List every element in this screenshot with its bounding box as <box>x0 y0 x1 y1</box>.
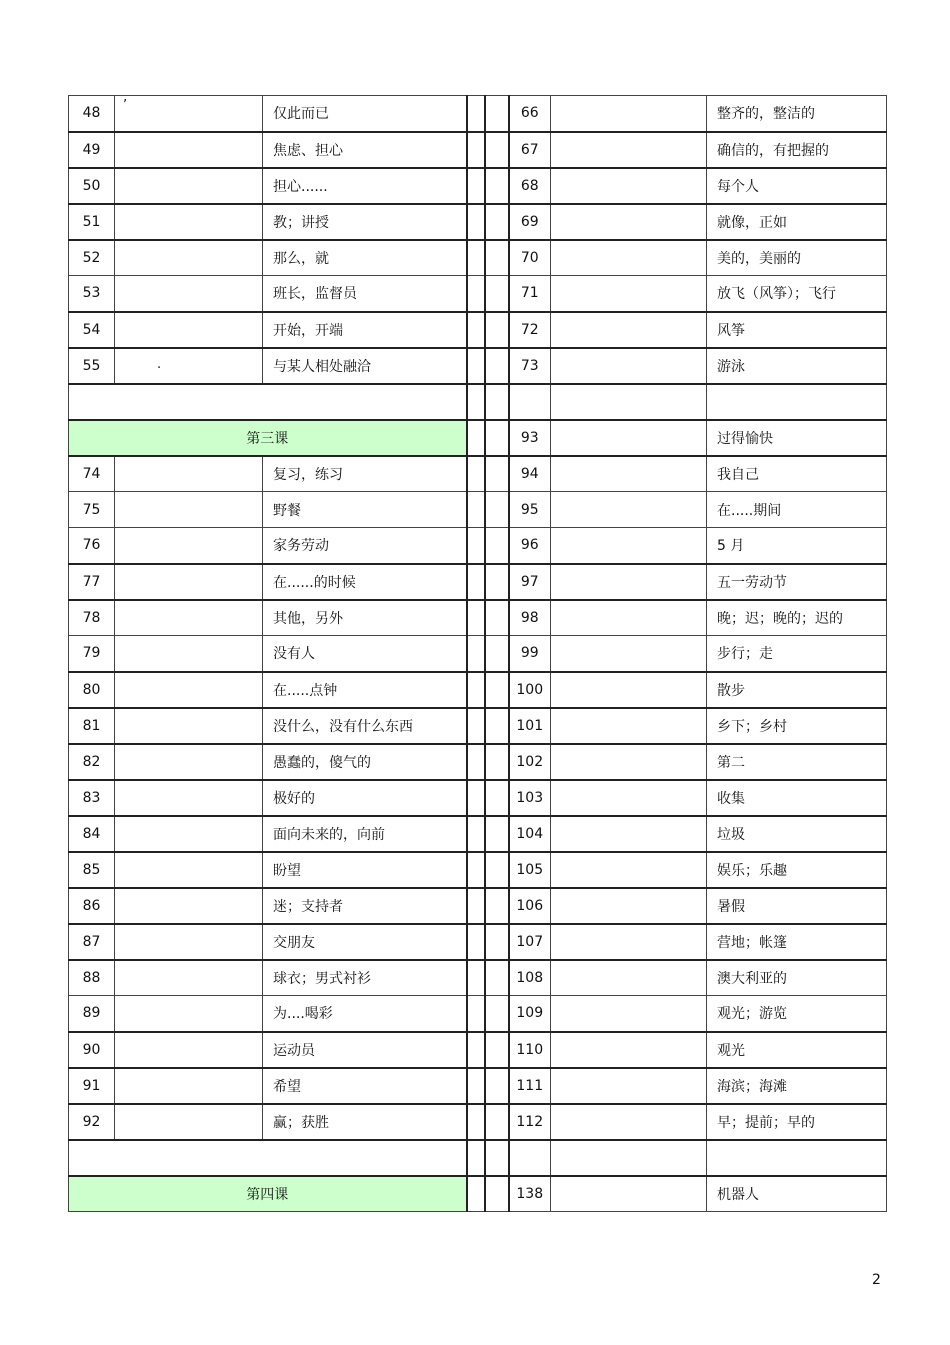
spacer-row <box>69 1140 887 1176</box>
table-row <box>69 456 887 492</box>
column-separator <box>485 96 509 132</box>
right-number-cell: 108 <box>509 960 551 996</box>
right-number-cell: 69 <box>509 204 551 240</box>
empty-cell <box>509 1140 551 1176</box>
column-separator <box>485 1032 509 1068</box>
left-number-cell: 88 <box>69 960 115 996</box>
left-word-blank <box>115 312 263 348</box>
left-meaning-cell: 为....喝彩 <box>263 996 467 1032</box>
column-separator <box>467 1140 485 1176</box>
right-meaning-cell: 放飞（风筝）；飞行 <box>707 276 887 312</box>
left-number-cell: 82 <box>69 744 115 780</box>
right-meaning-cell: 就像，正如 <box>707 204 887 240</box>
left-word-blank <box>115 276 263 312</box>
column-separator <box>485 960 509 996</box>
right-number-cell: 71 <box>509 276 551 312</box>
left-meaning-cell: 家务劳动 <box>263 528 467 564</box>
column-separator <box>485 132 509 168</box>
left-meaning-cell: 没什么，没有什么东西 <box>263 708 467 744</box>
left-number-cell: 81 <box>69 708 115 744</box>
right-number-cell: 102 <box>509 744 551 780</box>
left-meaning-cell: 愚蠢的，傻气的 <box>263 744 467 780</box>
left-word-blank <box>115 240 263 276</box>
right-meaning-cell: 观光；游览 <box>707 996 887 1032</box>
right-number-cell: 106 <box>509 888 551 924</box>
left-word-blank <box>115 996 263 1032</box>
column-separator <box>467 960 485 996</box>
left-meaning-cell: 教；讲授 <box>263 204 467 240</box>
right-number-cell: 104 <box>509 816 551 852</box>
right-word-blank <box>551 240 707 276</box>
table-row <box>69 240 887 276</box>
left-number-cell: 54 <box>69 312 115 348</box>
table-row <box>69 924 887 960</box>
right-word-blank <box>551 708 707 744</box>
right-meaning-cell: 确信的，有把握的 <box>707 132 887 168</box>
right-word-blank <box>551 888 707 924</box>
column-separator <box>485 312 509 348</box>
right-number-cell: 105 <box>509 852 551 888</box>
right-word-blank <box>551 276 707 312</box>
left-word-blank <box>115 1032 263 1068</box>
left-meaning-cell: 迷；支持者 <box>263 888 467 924</box>
left-meaning-cell: 希望 <box>263 1068 467 1104</box>
left-number-cell: 89 <box>69 996 115 1032</box>
column-separator <box>485 672 509 708</box>
empty-cell <box>551 1140 707 1176</box>
column-separator <box>467 1104 485 1140</box>
lesson-header-row <box>69 420 887 456</box>
right-word-blank <box>551 96 707 132</box>
right-number-cell: 97 <box>509 564 551 600</box>
right-number-cell: 100 <box>509 672 551 708</box>
right-number-cell: 99 <box>509 636 551 672</box>
column-separator <box>485 564 509 600</box>
left-word-blank <box>115 852 263 888</box>
left-word-blank <box>115 1104 263 1140</box>
left-meaning-cell: 担心...... <box>263 168 467 204</box>
column-separator <box>467 312 485 348</box>
right-meaning-cell: 过得愉快 <box>707 420 887 456</box>
table-row <box>69 960 887 996</box>
left-number-cell: 48 <box>69 96 115 132</box>
left-meaning-cell: 球衣；男式衬衫 <box>263 960 467 996</box>
left-word-blank <box>115 960 263 996</box>
right-meaning-cell: 步行；走 <box>707 636 887 672</box>
left-number-cell: 49 <box>69 132 115 168</box>
right-number-cell: 112 <box>509 1104 551 1140</box>
left-meaning-cell: 复习，练习 <box>263 456 467 492</box>
lesson-title: 第四课 <box>69 1176 467 1212</box>
handwritten-mark: . <box>157 356 162 372</box>
table-row <box>69 132 887 168</box>
column-separator <box>467 996 485 1032</box>
column-separator <box>485 1140 509 1176</box>
column-separator <box>467 636 485 672</box>
left-word-blank <box>115 816 263 852</box>
column-separator <box>485 204 509 240</box>
column-separator <box>467 744 485 780</box>
column-separator <box>485 996 509 1032</box>
column-separator <box>485 384 509 420</box>
right-number-cell: 93 <box>509 420 551 456</box>
right-number-cell: 94 <box>509 456 551 492</box>
left-number-cell: 91 <box>69 1068 115 1104</box>
column-separator <box>467 672 485 708</box>
left-number-cell: 80 <box>69 672 115 708</box>
left-word-blank <box>115 672 263 708</box>
column-separator <box>485 240 509 276</box>
right-word-blank <box>551 168 707 204</box>
column-separator <box>467 1068 485 1104</box>
left-meaning-cell: 仅此而已 <box>263 96 467 132</box>
table-row <box>69 564 887 600</box>
table-row <box>69 1032 887 1068</box>
right-meaning-cell: 海滨；海滩 <box>707 1068 887 1104</box>
right-meaning-cell: 观光 <box>707 1032 887 1068</box>
right-word-blank <box>551 456 707 492</box>
left-meaning-cell: 班长，监督员 <box>263 276 467 312</box>
left-meaning-cell: 运动员 <box>263 1032 467 1068</box>
right-number-cell: 72 <box>509 312 551 348</box>
left-number-cell: 86 <box>69 888 115 924</box>
column-separator <box>467 1176 485 1212</box>
left-word-blank <box>115 456 263 492</box>
right-number-cell: 111 <box>509 1068 551 1104</box>
column-separator <box>485 420 509 456</box>
left-meaning-cell: 开始，开端 <box>263 312 467 348</box>
right-word-blank <box>551 672 707 708</box>
right-meaning-cell: 散步 <box>707 672 887 708</box>
left-number-cell: 75 <box>69 492 115 528</box>
table-row <box>69 600 887 636</box>
left-meaning-cell: 没有人 <box>263 636 467 672</box>
column-separator <box>467 492 485 528</box>
table-row <box>69 204 887 240</box>
left-number-cell: 79 <box>69 636 115 672</box>
left-number-cell: 83 <box>69 780 115 816</box>
left-number-cell: 85 <box>69 852 115 888</box>
left-number-cell: 51 <box>69 204 115 240</box>
left-number-cell: 52 <box>69 240 115 276</box>
column-separator <box>467 888 485 924</box>
right-word-blank <box>551 1104 707 1140</box>
column-separator <box>485 744 509 780</box>
left-meaning-cell: 交朋友 <box>263 924 467 960</box>
right-word-blank <box>551 852 707 888</box>
left-number-cell: 53 <box>69 276 115 312</box>
left-word-blank <box>115 564 263 600</box>
right-number-cell: 110 <box>509 1032 551 1068</box>
column-separator <box>485 348 509 384</box>
right-word-blank <box>551 780 707 816</box>
right-meaning-cell: 乡下；乡村 <box>707 708 887 744</box>
column-separator <box>485 456 509 492</box>
table-row <box>69 528 887 564</box>
left-meaning-cell: 面向未来的，向前 <box>263 816 467 852</box>
column-separator <box>467 420 485 456</box>
right-meaning-cell: 整齐的，整洁的 <box>707 96 887 132</box>
table-row <box>69 312 887 348</box>
lesson-header-row <box>69 1176 887 1212</box>
column-separator <box>467 816 485 852</box>
column-separator <box>485 600 509 636</box>
column-separator <box>467 96 485 132</box>
column-separator <box>485 708 509 744</box>
column-separator <box>467 924 485 960</box>
left-word-blank <box>115 600 263 636</box>
column-separator <box>467 384 485 420</box>
right-number-cell: 70 <box>509 240 551 276</box>
left-meaning-cell: 在......的时候 <box>263 564 467 600</box>
right-meaning-cell: 五一劳动节 <box>707 564 887 600</box>
left-meaning-cell: 那么，就 <box>263 240 467 276</box>
lesson-title: 第三课 <box>69 420 467 456</box>
right-number-cell: 66 <box>509 96 551 132</box>
column-separator <box>467 600 485 636</box>
column-separator <box>467 708 485 744</box>
left-word-blank <box>115 204 263 240</box>
right-meaning-cell: 暑假 <box>707 888 887 924</box>
column-separator <box>485 888 509 924</box>
right-number-cell: 98 <box>509 600 551 636</box>
right-number-cell: 95 <box>509 492 551 528</box>
left-word-blank <box>115 924 263 960</box>
right-word-blank <box>551 1176 707 1212</box>
column-separator <box>485 528 509 564</box>
right-word-blank <box>551 636 707 672</box>
column-separator <box>467 564 485 600</box>
left-word-blank <box>115 348 263 384</box>
left-word-blank <box>115 744 263 780</box>
left-meaning-cell: 盼望 <box>263 852 467 888</box>
right-word-blank <box>551 312 707 348</box>
left-number-cell: 78 <box>69 600 115 636</box>
column-separator <box>467 168 485 204</box>
right-meaning-cell: 美的，美丽的 <box>707 240 887 276</box>
right-number-cell: 73 <box>509 348 551 384</box>
right-meaning-cell: 第二 <box>707 744 887 780</box>
left-number-cell: 50 <box>69 168 115 204</box>
right-meaning-cell: 在.....期间 <box>707 492 887 528</box>
left-number-cell: 92 <box>69 1104 115 1140</box>
table-row <box>69 672 887 708</box>
column-separator <box>485 852 509 888</box>
column-separator <box>467 276 485 312</box>
right-word-blank <box>551 204 707 240</box>
table-row <box>69 708 887 744</box>
column-separator <box>467 1032 485 1068</box>
right-number-cell: 101 <box>509 708 551 744</box>
table-row <box>69 852 887 888</box>
right-word-blank <box>551 528 707 564</box>
empty-cell <box>551 384 707 420</box>
right-word-blank <box>551 564 707 600</box>
table-row <box>69 1068 887 1104</box>
column-separator <box>467 204 485 240</box>
column-separator <box>485 168 509 204</box>
right-word-blank <box>551 600 707 636</box>
column-separator <box>485 816 509 852</box>
right-word-blank <box>551 1032 707 1068</box>
left-number-cell: 87 <box>69 924 115 960</box>
empty-cell <box>707 384 887 420</box>
table-row <box>69 276 887 312</box>
right-word-blank <box>551 744 707 780</box>
left-word-blank <box>115 888 263 924</box>
right-meaning-cell: 机器人 <box>707 1176 887 1212</box>
right-word-blank <box>551 492 707 528</box>
table-row <box>69 492 887 528</box>
column-separator <box>467 240 485 276</box>
left-meaning-cell: 与某人相处融洽 <box>263 348 467 384</box>
column-separator <box>485 492 509 528</box>
page-number: 2 <box>872 1272 881 1288</box>
left-word-blank <box>115 132 263 168</box>
right-word-blank <box>551 348 707 384</box>
right-meaning-cell: 娱乐；乐趣 <box>707 852 887 888</box>
left-word-blank <box>115 636 263 672</box>
left-number-cell: 84 <box>69 816 115 852</box>
right-number-cell: 67 <box>509 132 551 168</box>
right-number-cell: 109 <box>509 996 551 1032</box>
left-meaning-cell: 焦虑、担心 <box>263 132 467 168</box>
table-row <box>69 816 887 852</box>
left-word-blank <box>115 96 263 132</box>
left-number-cell: 74 <box>69 456 115 492</box>
right-meaning-cell: 风筝 <box>707 312 887 348</box>
right-word-blank <box>551 1068 707 1104</box>
right-number-cell: 96 <box>509 528 551 564</box>
column-separator <box>485 276 509 312</box>
left-word-blank <box>115 1068 263 1104</box>
column-separator <box>485 636 509 672</box>
left-number-cell: 55 <box>69 348 115 384</box>
left-word-blank <box>115 528 263 564</box>
table-row <box>69 636 887 672</box>
empty-cell <box>707 1140 887 1176</box>
column-separator <box>485 1176 509 1212</box>
right-meaning-cell: 营地；帐篷 <box>707 924 887 960</box>
right-meaning-cell: 我自己 <box>707 456 887 492</box>
left-meaning-cell: 极好的 <box>263 780 467 816</box>
table-row <box>69 780 887 816</box>
left-word-blank <box>115 708 263 744</box>
right-meaning-cell: 游泳 <box>707 348 887 384</box>
left-meaning-cell: 野餐 <box>263 492 467 528</box>
empty-cell <box>509 384 551 420</box>
table-row <box>69 744 887 780</box>
table-row <box>69 888 887 924</box>
right-meaning-cell: 5 月 <box>707 528 887 564</box>
left-meaning-cell: 赢；获胜 <box>263 1104 467 1140</box>
left-number-cell: 76 <box>69 528 115 564</box>
column-separator <box>485 1104 509 1140</box>
column-separator <box>467 852 485 888</box>
left-word-blank <box>115 492 263 528</box>
right-meaning-cell: 收集 <box>707 780 887 816</box>
left-word-blank <box>115 780 263 816</box>
table-row <box>69 168 887 204</box>
right-word-blank <box>551 996 707 1032</box>
right-meaning-cell: 垃圾 <box>707 816 887 852</box>
right-number-cell: 138 <box>509 1176 551 1212</box>
table-row <box>69 996 887 1032</box>
right-word-blank <box>551 420 707 456</box>
column-separator <box>485 1068 509 1104</box>
column-separator <box>485 780 509 816</box>
right-meaning-cell: 晚；迟；晚的；迟的 <box>707 600 887 636</box>
handwritten-mark: ’ <box>123 98 128 113</box>
left-number-cell: 77 <box>69 564 115 600</box>
right-meaning-cell: 每个人 <box>707 168 887 204</box>
right-number-cell: 103 <box>509 780 551 816</box>
column-separator <box>467 528 485 564</box>
left-word-blank <box>115 168 263 204</box>
right-word-blank <box>551 960 707 996</box>
empty-cell <box>69 1140 467 1176</box>
column-separator <box>467 132 485 168</box>
right-number-cell: 107 <box>509 924 551 960</box>
left-meaning-cell: 其他，另外 <box>263 600 467 636</box>
right-word-blank <box>551 816 707 852</box>
right-word-blank <box>551 924 707 960</box>
column-separator <box>467 456 485 492</box>
column-separator <box>467 348 485 384</box>
right-number-cell: 68 <box>509 168 551 204</box>
empty-cell <box>69 384 467 420</box>
right-meaning-cell: 澳大利亚的 <box>707 960 887 996</box>
table-row <box>69 96 887 132</box>
table-row <box>69 348 887 384</box>
left-number-cell: 90 <box>69 1032 115 1068</box>
spacer-row <box>69 384 887 420</box>
table-row <box>69 1104 887 1140</box>
right-meaning-cell: 早；提前；早的 <box>707 1104 887 1140</box>
vocabulary-table <box>68 95 887 1212</box>
column-separator <box>485 924 509 960</box>
right-word-blank <box>551 132 707 168</box>
column-separator <box>467 780 485 816</box>
left-meaning-cell: 在.....点钟 <box>263 672 467 708</box>
